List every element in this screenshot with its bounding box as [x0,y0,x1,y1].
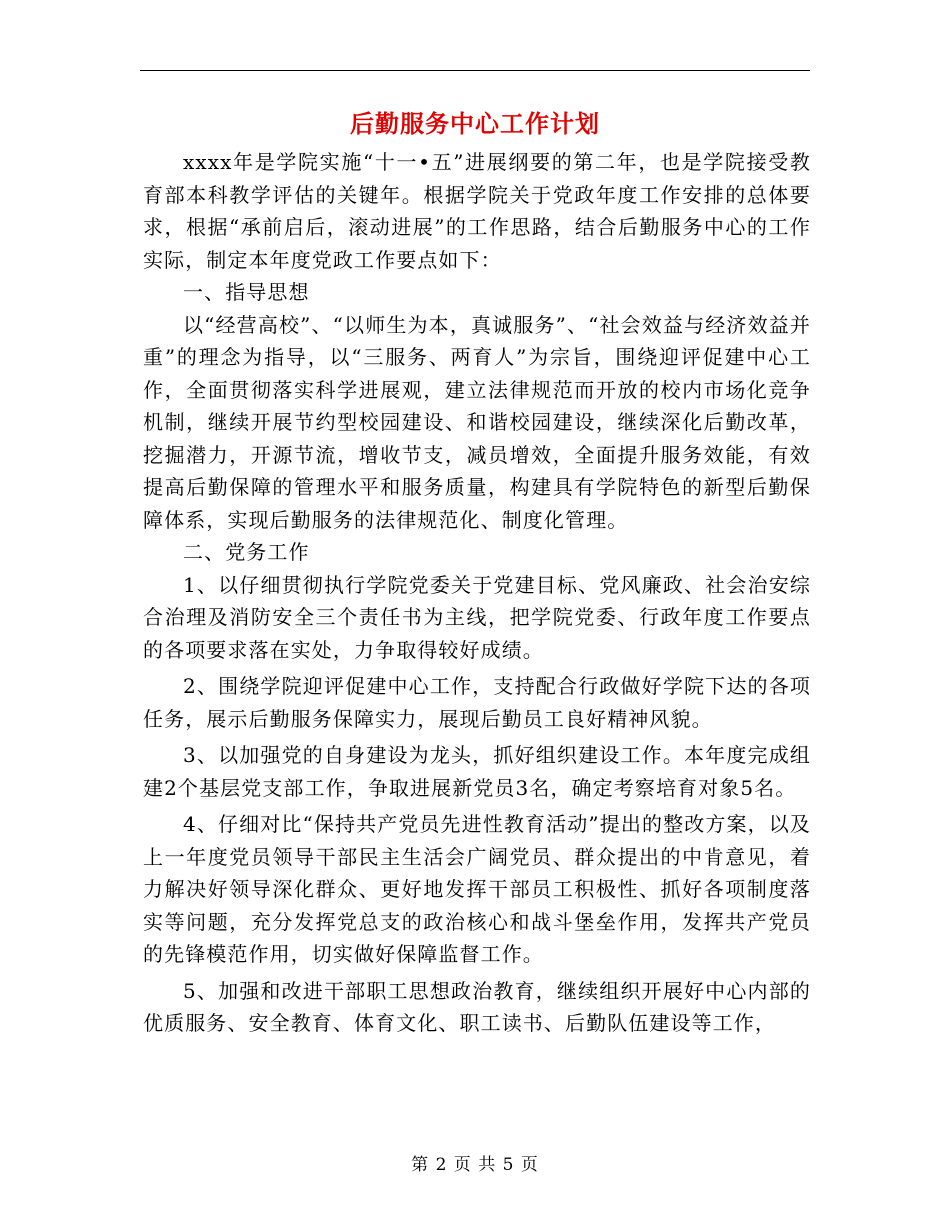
section-heading-guiding-ideology: 一、指导思想 [183,280,310,304]
party-work-item-1: 1、以仔细贯彻执行学院党委关于党建目标、党风廉政、社会治安综合治理及消防安全三个责任书为主线，把学院党委、行政年度工作要点的各项要求落在实处，力争取得较好成绩。 [143,572,811,662]
document-title: 后勤服务中心工作计划 [350,109,600,138]
intro-paragraph: xxxx年是学院实施“十一•五”进展纲要的第二年，也是学院接受教育部本科教学评估的关键年。根据学院关于党政年度工作安排的总体要求，根据“承前启后，滚动进展”的工作思路，结合后勤服务中心的工作实际，制定本年度党政工作要点如下： [143,150,811,272]
header-rule [140,70,810,71]
party-work-item-2: 2、围绕学院迎评促建中心工作，支持配合行政做好学院下达的各项任务，展示后勤服务保障实力，展现后勤员工良好精神风貌。 [143,674,811,731]
party-work-item-3: 3、以加强党的自身建设为龙头，抓好组织建设工作。本年度完成组建2个基层党支部工作，争取进展新党员3名，确定考察培育对象5名。 [143,743,811,800]
guiding-ideology-paragraph: 以“经营高校”、“以师生为本，真诚服务”、“社会效益与经济效益并重”的理念为指导，以“三服务、两育人”为宗旨，围绕迎评促建中心工作，全面贯彻落实科学进展观，建立法律规范而开放的校内市场化竞争机制，继续开展节约型校园建设、和谐校园建设，继续深化后勤改革，挖掘潜力，开源节流，增收节支，减员增效，全面提升服务效能，有效提高后勤保障的管理水平和服务质量，构建具有学院特色的新型后勤保障体系，实现后勤服务的法律规范化、制度化管理。 [143,312,811,532]
page-footer: 第 2 页 共 5 页 [411,1155,539,1175]
party-work-item-5: 5、加强和改进干部职工思想政治教育，继续组织开展好中心内部的优质服务、安全教育、体育文化、职工读书、后勤队伍建设等工作， [143,978,811,1035]
document-body [143,146,811,1040]
party-work-item-4: 4、仔细对比“保持共产党员先进性教育活动”提出的整改方案，以及上一年度党员领导干部民主生活会广阔党员、群众提出的中肯意见，着力解决好领导深化群众、更好地发挥干部员工积极性、抓好各项制度落实等问题，充分发挥党总支的政治核心和战斗堡垒作用，发挥共产党员的先锋模范作用，切实做好保障监督工作。 [143,812,811,966]
section-heading-party-work: 二、党务工作 [183,540,310,564]
